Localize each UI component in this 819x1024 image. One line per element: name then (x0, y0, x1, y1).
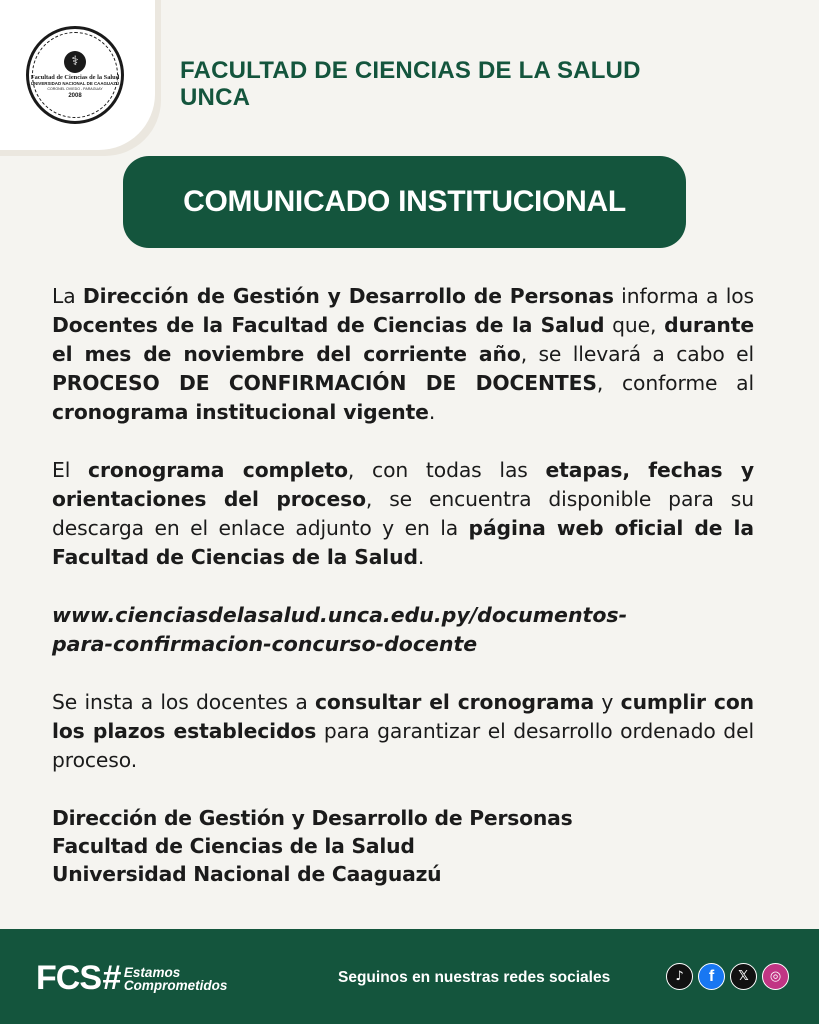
brand-fcs: FCS (36, 959, 101, 997)
p3-bold-1: consultar el cronograma (314, 690, 595, 714)
brand-tag-line2: Comprometidos (123, 977, 228, 993)
p2-text-1: El (52, 458, 89, 482)
instagram-icon[interactable]: ◎ (762, 963, 789, 990)
p3-text-1: Se insta a los docentes a (52, 690, 315, 714)
logo-year: 2008 (68, 93, 82, 100)
p1-bold-3: durante el mes de noviembre del corriente año (52, 313, 755, 366)
x-icon[interactable]: 𝕏 (730, 963, 757, 990)
footer-brand (36, 959, 227, 998)
faculty-logo (26, 26, 124, 124)
p2-text-2: , con todas las (347, 458, 546, 482)
caduceus-icon: ⚕ (64, 51, 86, 73)
p2-bold-3: página web oficial de la Facultad de Ciencias de la Salud (52, 516, 754, 569)
link-line-2[interactable]: para-confirmacion-concurso-docente (52, 632, 478, 656)
p3-text-3: para garantizar el desarrollo ordenado del proceso. (52, 719, 754, 772)
p2-bold-2: etapas, fechas y orientaciones del proceso (52, 458, 755, 511)
p1-bold-4: PROCESO DE CONFIRMACIÓN DE DOCENTES (52, 371, 597, 395)
p1-bold-1: Dirección de Gestión y Desarrollo de Personas (82, 284, 614, 308)
footer-bar (0, 929, 819, 1024)
p3-bold-2: cumplir con los plazos establecidos (52, 690, 754, 743)
p1-text-5: , conforme al (596, 371, 755, 395)
document-link[interactable] (52, 601, 754, 659)
logo-university-name: UNIVERSIDAD NACIONAL DE CAAGUAZÚ (30, 81, 120, 87)
facebook-icon[interactable]: f (698, 963, 725, 990)
signature-block (52, 804, 754, 888)
tiktok-icon[interactable]: ♪ (666, 963, 693, 990)
header-title-line2: UNCA (180, 84, 251, 111)
brand-hash: # (102, 959, 121, 997)
p2-text-3: , se encuentra disponible para su descarga en el enlace adjunto y en la (52, 487, 754, 540)
p2-bold-1: cronograma completo (88, 458, 348, 482)
title-banner (123, 156, 686, 248)
signature-line-2: Facultad de Ciencias de la Salud (52, 834, 415, 858)
p1-bold-2: Docentes de la Facultad de Ciencias de la Salud (52, 313, 605, 337)
logo-border (32, 32, 118, 118)
signature-line-3: Universidad Nacional de Caaguazú (52, 862, 442, 886)
paragraph-1 (52, 282, 754, 427)
brand-tagline (124, 966, 228, 992)
paragraph-2 (52, 456, 754, 572)
p1-text-4: , se llevará a cabo el (520, 342, 754, 366)
brand-tag-line1: Estamos (123, 964, 181, 980)
p1-text-1: La (52, 284, 83, 308)
p2-text-4: . (417, 545, 425, 569)
p1-text-3: que, (604, 313, 665, 337)
signature-line-1: Dirección de Gestión y Desarrollo de Personas (52, 806, 573, 830)
logo-faculty-name: Facultad de Ciencias de la Salud (30, 73, 120, 81)
header-title-line1: FACULTAD DE CIENCIAS DE LA SALUD (180, 57, 641, 84)
social-icons (666, 963, 789, 990)
link-line-1[interactable]: www.cienciasdelasalud.unca.edu.py/documentos- (52, 603, 628, 627)
announcement-body (52, 282, 754, 888)
header-title (180, 57, 641, 111)
p1-text-2: informa a los (613, 284, 755, 308)
p1-text-6: . (428, 400, 436, 424)
p3-text-2: y (594, 690, 621, 714)
p1-bold-5: cronograma institucional vigente (52, 400, 429, 424)
social-prompt: Seguinos en nuestras redes sociales (338, 969, 611, 986)
logo-location: CORONEL OVIEDO - PARAGUAY (47, 86, 103, 91)
paragraph-3 (52, 688, 754, 775)
banner-text: COMUNICADO INSTITUCIONAL (183, 185, 626, 218)
